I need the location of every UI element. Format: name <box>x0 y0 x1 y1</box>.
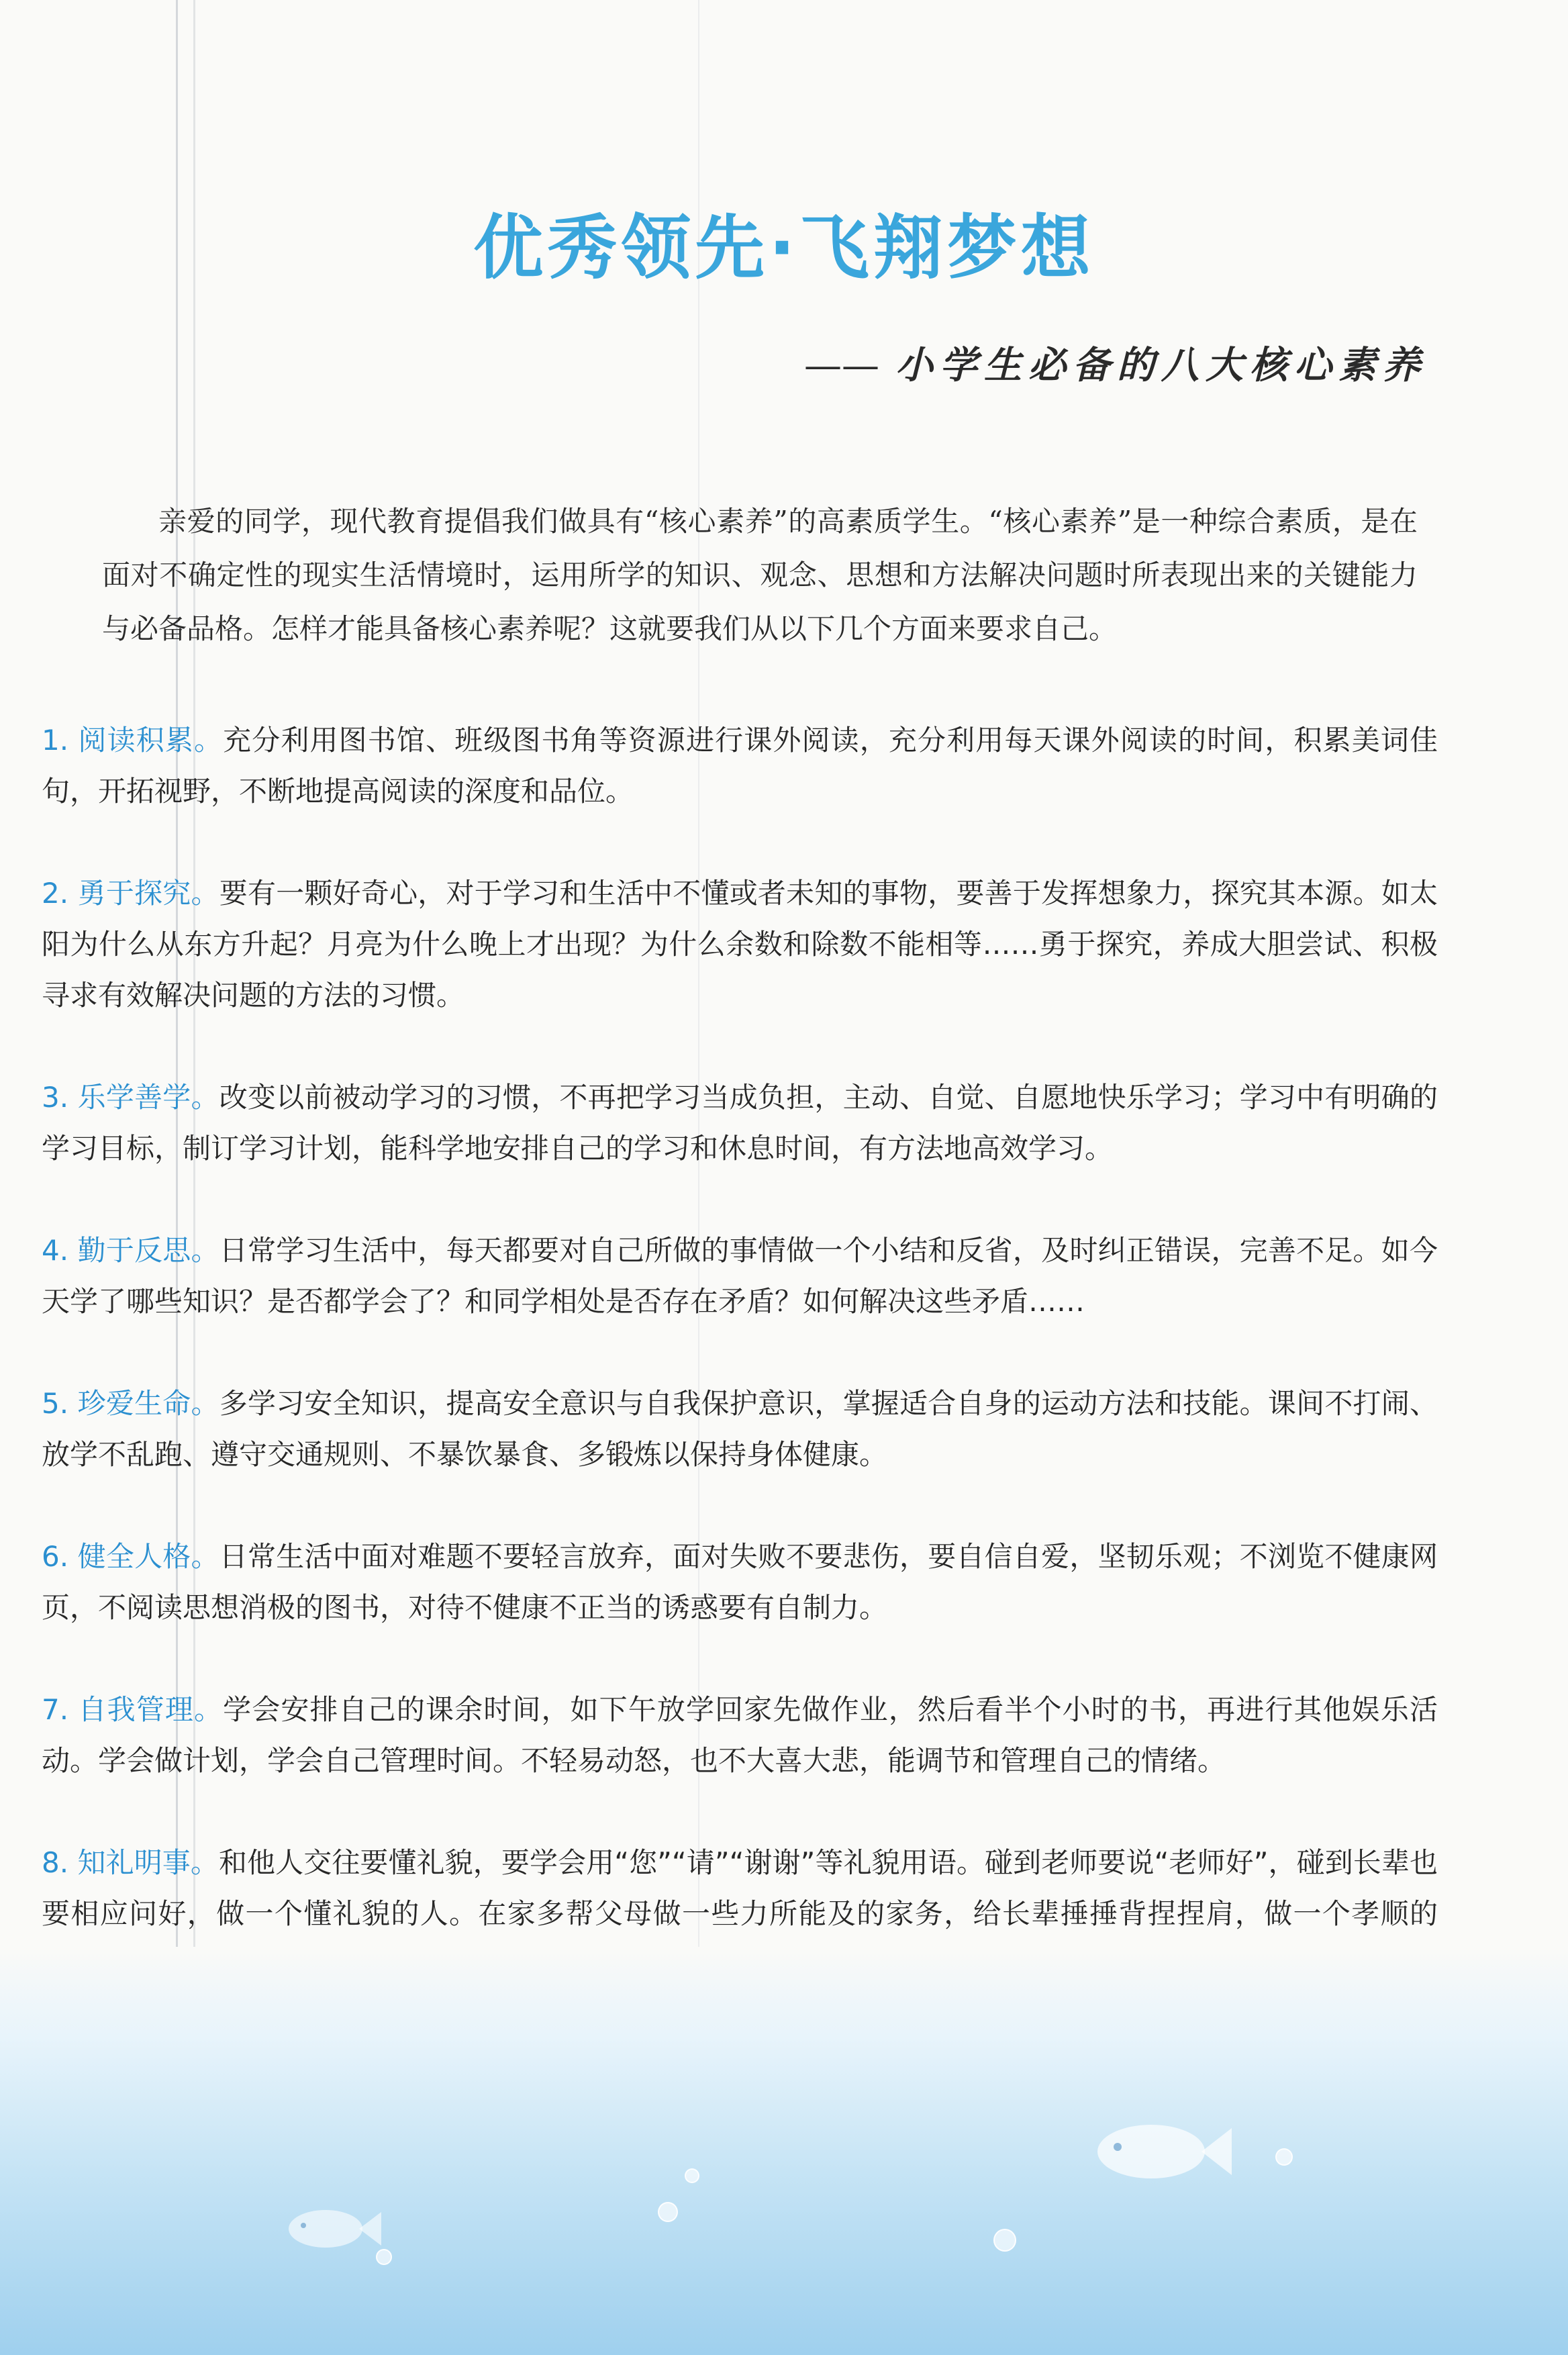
subtitle-dash: —— <box>804 344 879 387</box>
item-heading: 6. 健全人格。 <box>42 1540 219 1573</box>
item-body: 和他人交往要懂礼貌，要学会用“您”“请”“谢谢”等礼貌用语。碰到老师要说“老师好”，碰到长辈也要相应问好，做一个懂礼貌的人。在家多帮父母做一些力所能及的家务，给长辈捶捶背捏捏肩，做一个孝顺的 <box>42 1846 1438 1930</box>
list-item <box>42 1072 1438 1174</box>
item-body: 日常学习生活中，每天都要对自己所做的事情做一个小结和反省，及时纠正错误，完善不足。如今天学了哪些知识？是否都学会了？和同学相处是否存在矛盾？如何解决这些矛盾…… <box>42 1234 1438 1318</box>
list-item <box>42 1684 1438 1786</box>
intro-paragraph: 亲爱的同学，现代教育提倡我们做具有“核心素养”的高素质学生。“核心素养”是一种综合素质，是在面对不确定性的现实生活情境时，运用所学的知识、观念、思想和方法解决问题时所表现出来的关键能力与必备品格。怎样才能具备核心素养呢？这就要我们从以下几个方面来要求自己。 <box>102 505 1418 645</box>
list-item <box>42 1531 1438 1633</box>
item-body: 学会安排自己的课余时间，如下午放学回家先做作业，然后看半个小时的书，再进行其他娱乐活动。学会做计划，学会自己管理时间。不轻易动怒，也不大喜大悲，能调节和管理自己的情绪。 <box>42 1693 1438 1777</box>
item-body: 改变以前被动学习的习惯，不再把学习当成负担，主动、自觉、自愿地快乐学习；学习中有明确的学习目标，制订学习计划，能科学地安排自己的学习和休息时间，有方法地高效学习。 <box>42 1081 1438 1165</box>
page-subtitle <box>804 336 1427 389</box>
item-body: 充分利用图书馆、班级图书角等资源进行课外阅读，充分利用每天课外阅读的时间，积累美词佳句，开拓视野，不断地提高阅读的深度和品位。 <box>42 724 1438 808</box>
list-item <box>42 868 1438 1021</box>
subtitle-text: 小学生必备的八大核心素养 <box>895 343 1427 387</box>
ocean-decoration <box>0 1947 1568 2355</box>
item-heading: 7. 自我管理。 <box>42 1693 224 1726</box>
item-heading: 5. 珍爱生命。 <box>42 1387 219 1420</box>
list-item <box>42 1225 1438 1327</box>
item-body: 日常生活中面对难题不要轻言放弃，面对失败不要悲伤，要自信自爱，坚韧乐观；不浏览不健康网页，不阅读思想消极的图书，对待不健康不正当的诱惑要有自制力。 <box>42 1540 1438 1624</box>
list-item <box>42 715 1438 817</box>
bubble-icon <box>658 2202 678 2222</box>
item-heading: 3. 乐学善学。 <box>42 1081 219 1114</box>
item-heading: 1. 阅读积累。 <box>42 724 224 757</box>
competency-list <box>42 715 1438 2041</box>
item-heading: 2. 勇于探究。 <box>42 877 219 910</box>
list-item <box>42 1378 1438 1480</box>
bubble-icon <box>993 2229 1016 2252</box>
fish-icon <box>282 2202 383 2256</box>
page-title: 优秀领先·飞翔梦想 <box>473 207 1095 289</box>
item-body: 多学习安全知识，提高安全意识与自我保护意识，掌握适合自身的运动方法和技能。课间不打闹、放学不乱跑、遵守交通规则、不暴饮暴食、多锻炼以保持身体健康。 <box>42 1387 1438 1471</box>
fish-icon <box>1087 2115 1235 2189</box>
bubble-icon <box>685 2168 699 2183</box>
item-body: 要有一颗好奇心，对于学习和生活中不懂或者未知的事物，要善于发挥想象力，探究其本源。如太阳为什么从东方升起？月亮为什么晚上才出现？为什么余数和除数不能相等……勇于探究，养成大胆尝试、积极寻求有效解决问题的方法的习惯。 <box>42 877 1438 1012</box>
bubble-icon <box>1275 2148 1293 2166</box>
item-heading: 4. 勤于反思。 <box>42 1234 219 1267</box>
item-heading: 8. 知礼明事。 <box>42 1846 219 1879</box>
